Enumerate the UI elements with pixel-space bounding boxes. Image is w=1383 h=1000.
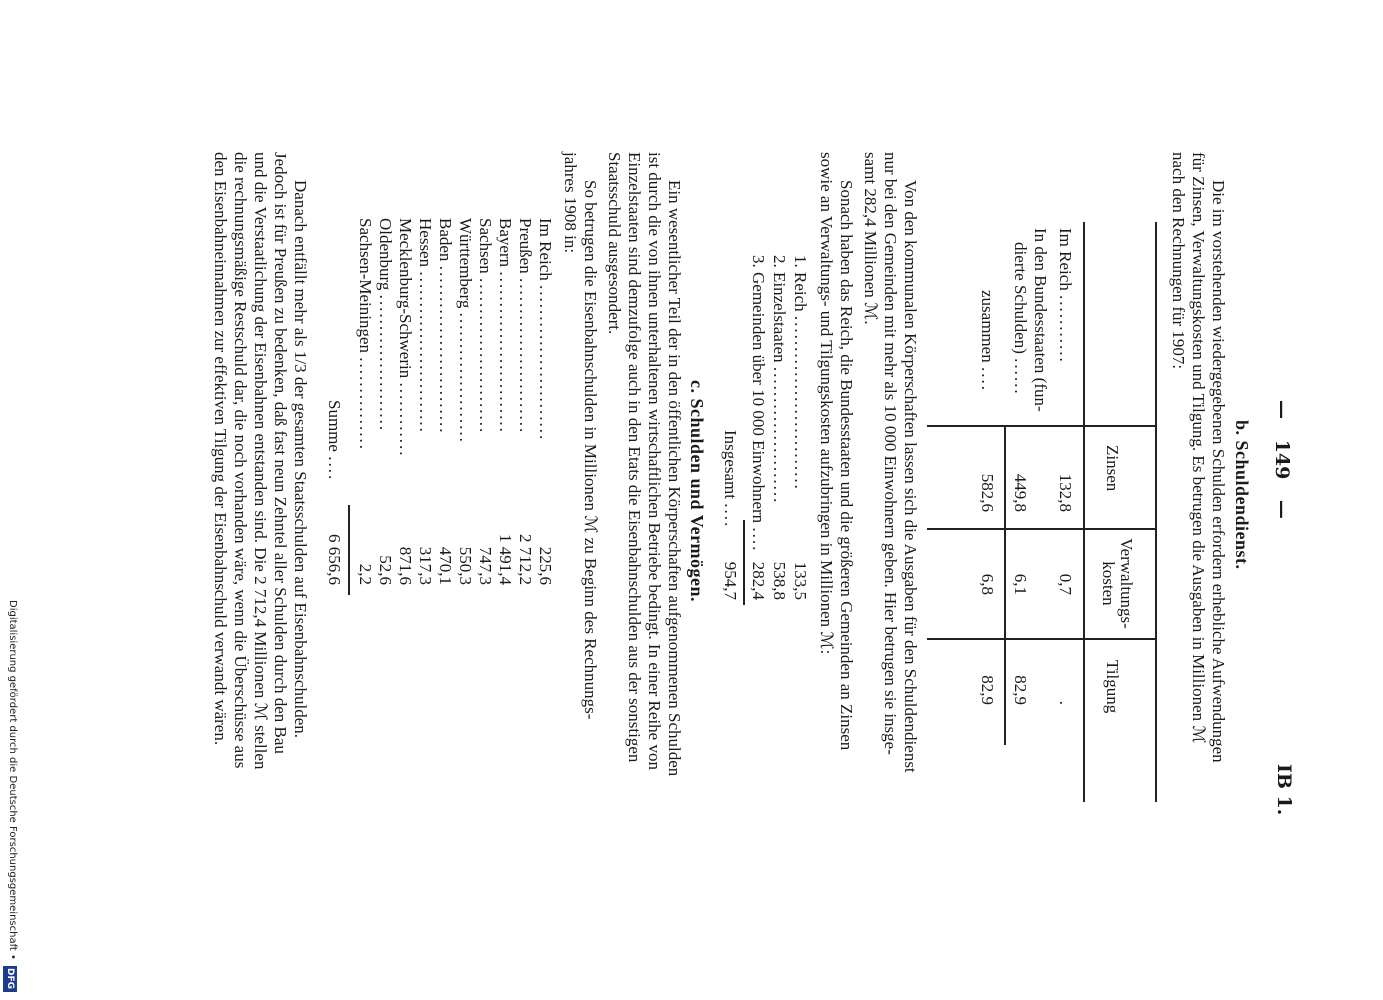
table-row-label: Im Reich bbox=[1056, 228, 1075, 291]
list2-item bbox=[535, 218, 555, 441]
list2-label: Preußen bbox=[516, 218, 535, 274]
paragraph-kommunal bbox=[860, 152, 920, 812]
table-cell: 82,9 bbox=[1011, 675, 1030, 705]
paragraph-danach bbox=[210, 152, 310, 812]
list2-dots: ..................... bbox=[456, 312, 475, 444]
list1-item bbox=[748, 255, 768, 552]
list1-sum-rule bbox=[743, 520, 745, 605]
list2-dots: ............... bbox=[356, 357, 375, 452]
table-top-rule bbox=[1155, 222, 1157, 802]
list2-dots: ......................... bbox=[476, 277, 495, 435]
list2-value: 871,6 bbox=[396, 546, 415, 585]
intro-line-3: nach den Rechnungen für 1907: bbox=[1169, 152, 1188, 370]
para6-line-1: Danach entfällt mehr als 1/3 der gesamten Staatsschulden auf Eisenbahnschulden. bbox=[291, 180, 310, 738]
list2-value: 225,6 bbox=[536, 546, 555, 585]
list1-label: 2. Einzelstaaten bbox=[770, 255, 789, 363]
table-row-dots: .... bbox=[978, 366, 997, 392]
list2-label: Sachsen-Meiningen bbox=[356, 218, 375, 354]
list2-label: Bayern bbox=[496, 218, 515, 268]
list2-value: 52,6 bbox=[376, 555, 395, 585]
list2-label: Württemberg bbox=[456, 218, 475, 309]
intro-line-2: für Zinsen, Verwaltungskosten und Tilgung. Es betrugen die Ausgaben in Millionen ℳ bbox=[1189, 152, 1208, 744]
para2-line-1: Von den kommunalen Körperschaften lassen sich die Ausgaben für den Schuldendienst bbox=[901, 180, 920, 773]
list1-total-value: 954,7 bbox=[721, 561, 740, 600]
list2-value: 2 712,2 bbox=[516, 534, 535, 585]
table-row-label-cont: dierte Schulden) bbox=[1011, 242, 1030, 354]
table-cell: 582,6 bbox=[978, 473, 997, 512]
para4-line-3: Einzelstaaten sind demzufolge auch in den Etats die Eisenbahnschulden aus der sonstigen bbox=[625, 152, 644, 763]
header-dash-right: — bbox=[1271, 499, 1293, 519]
table-cell: 82,9 bbox=[978, 675, 997, 705]
list1-value: 133,5 bbox=[791, 561, 810, 600]
list2-label: Baden bbox=[436, 218, 455, 262]
list2-total bbox=[324, 400, 344, 481]
list2-dots: ......................... bbox=[536, 285, 555, 442]
list2-label: Mecklenburg-Schwerin bbox=[396, 218, 415, 379]
para5-line-1: So betrugen die Eisenbahnschulden in Millionen ℳ zu Beginn des Rechnungs- bbox=[581, 180, 600, 720]
table-header-rule bbox=[1083, 222, 1085, 802]
list2-item bbox=[375, 218, 395, 432]
list2-value: 317,3 bbox=[416, 546, 435, 585]
list2-dots: ............ bbox=[396, 382, 415, 458]
list2-sum-rule bbox=[348, 505, 350, 595]
list2-item bbox=[415, 218, 435, 434]
paragraph-sonach bbox=[816, 152, 856, 812]
list1-value: 282,4 bbox=[749, 561, 768, 600]
dfg-credit bbox=[4, 600, 18, 990]
table-row-zusammen bbox=[977, 290, 997, 392]
table-row-reich bbox=[1055, 228, 1075, 364]
list2-dots: ...................... bbox=[376, 294, 395, 433]
dfg-logo bbox=[3, 966, 17, 992]
table-vrule-2 bbox=[927, 528, 1157, 530]
list2-item bbox=[515, 218, 535, 434]
list2-value: 1 491,4 bbox=[496, 534, 515, 585]
list1-total bbox=[720, 430, 740, 528]
para6-line-3: und die Verstaatlichung der Eisenbahnen entstanden sind. Die 2 712,4 Millionen ℳ stellen bbox=[251, 152, 270, 770]
list2-label: Sachsen bbox=[476, 218, 495, 274]
list1-dots: ...................... bbox=[770, 366, 789, 505]
table-sum-rule bbox=[1004, 425, 1006, 745]
list2-dots: .......................... bbox=[496, 271, 515, 434]
list2-label: Hessen bbox=[416, 218, 435, 268]
list2-value: 550,3 bbox=[456, 546, 475, 585]
table-row-bundesstaaten bbox=[1010, 242, 1030, 396]
para3-line-2: sowie an Verwaltungs- und Tilgungskosten aufzubringen in Millionen ℳ: bbox=[817, 152, 836, 655]
list2-label: Im Reich bbox=[536, 218, 555, 281]
list2-item bbox=[475, 218, 495, 434]
list1-dots: ............................ bbox=[791, 315, 810, 491]
header-dash-left: — bbox=[1271, 400, 1293, 419]
dfg-logo-text: DFG bbox=[5, 968, 15, 990]
list2-item bbox=[455, 218, 475, 444]
table-cell: 132,8 bbox=[1056, 473, 1075, 512]
list1-dots: .... bbox=[749, 527, 768, 553]
list1-total-label: Insgesamt bbox=[721, 430, 740, 499]
para2-line-3: samt 282,4 Millionen ℳ. bbox=[861, 152, 880, 325]
para2-line-2: nur bei den Gemeinden mit mehr als 10 000 Einwohnern geben. Hier betrugen sie insge- bbox=[881, 152, 900, 755]
table-row-label: In den Bundesstaaten (fun- bbox=[1031, 228, 1050, 412]
intro-paragraph bbox=[1168, 152, 1228, 812]
list1-label: 1. Reich bbox=[791, 255, 810, 312]
list2-value: 470,1 bbox=[436, 546, 455, 585]
table-cell: 6,8 bbox=[978, 573, 997, 595]
list2-dots: .......................... bbox=[416, 271, 435, 434]
list1-value: 538,8 bbox=[770, 561, 789, 600]
table-row-label: zusammen bbox=[978, 290, 997, 363]
list1-label: 3. Gemeinden über 10 000 Einwohnern bbox=[749, 255, 768, 524]
dfg-credit-text: Digitalisierung gefördert durch die Deutsche Forschungsgemeinschaft • bbox=[7, 600, 18, 960]
para6-line-4: die rechnungsmäßige Restschuld dar, die noch vorhanden wäre, wenn die Überschüsse aus bbox=[231, 152, 250, 769]
list2-item bbox=[495, 218, 515, 434]
page-number: 149 bbox=[1271, 439, 1293, 480]
table-vrule-3 bbox=[927, 638, 1157, 640]
table-header-tilgung: Tilgung bbox=[1103, 660, 1122, 714]
list2-total-dots: .... bbox=[325, 456, 344, 482]
list2-total-value: 6 656,6 bbox=[325, 534, 344, 585]
table-row-dots: ...... bbox=[1011, 358, 1030, 396]
table-vrule-1 bbox=[927, 425, 1157, 427]
para5-line-2: jahres 1908 in: bbox=[561, 152, 580, 254]
list2-item bbox=[355, 218, 375, 451]
table-cell: 6,1 bbox=[1011, 573, 1030, 595]
dfg-sidebar bbox=[0, 0, 22, 1000]
para4-line-4: Staatsschuld ausgesondert. bbox=[605, 152, 624, 335]
table-cell: 449,8 bbox=[1011, 473, 1030, 512]
list2-value: 2,2 bbox=[356, 563, 375, 585]
list2-item bbox=[395, 218, 415, 457]
table-header-verwaltung: Verwaltungs- kosten bbox=[1099, 538, 1136, 629]
table-cell: 0,7 bbox=[1056, 573, 1075, 595]
table-header-zinsen: Zinsen bbox=[1103, 445, 1122, 492]
section-c-title: c. Schulden und Vermögen. bbox=[687, 380, 707, 603]
para4-line-1: Ein wesentlicher Teil der in den öffentlichen Körperschaften aufgenommenen Schulden bbox=[665, 180, 684, 777]
list2-label: Oldenburg bbox=[376, 218, 395, 291]
para6-line-2: Jedoch ist für Preußen zu bedenken, daß fast neun Zehntel aller Schulden durch den Bau bbox=[271, 152, 290, 754]
list1-total-dots: .... bbox=[721, 503, 740, 529]
para3-line-1: Sonach haben das Reich, die Bundesstaaten und die größeren Gemeinden an Zinsen bbox=[837, 180, 856, 751]
intro-line-1: Die im vorstehenden wiedergegebenen Schulden erfordern erhebliche Aufwendungen bbox=[1209, 180, 1228, 763]
list1-item bbox=[790, 255, 810, 491]
table-cell: . bbox=[1056, 700, 1075, 705]
list2-total-label: Summe bbox=[325, 400, 344, 452]
list2-value: 747,3 bbox=[476, 546, 495, 585]
list2-dots: ........................... bbox=[436, 265, 455, 435]
para4-line-2: ist durch die von ihnen unterhaltenen wirtschaftlichen Betriebe bedingt. In einer Reihe von bbox=[645, 152, 664, 770]
page-code: IB 1. bbox=[1273, 764, 1295, 816]
table-row-dots: ........... bbox=[1056, 295, 1075, 364]
list1-item bbox=[769, 255, 789, 504]
section-b-title: b. Schuldendienst. bbox=[1232, 420, 1252, 570]
para6-line-5: den Eisenbahneinnahmen zur effektiven Tilgung der Eisenbahnschuld verwandt wären. bbox=[211, 152, 230, 746]
paragraph-wesentlich bbox=[604, 152, 684, 812]
paragraph-eisenbahnschulden bbox=[560, 152, 600, 812]
list2-dots: ......................... bbox=[516, 277, 535, 435]
page-header bbox=[1271, 400, 1293, 519]
rotated-page bbox=[200, 0, 1340, 1000]
list2-item bbox=[435, 218, 455, 434]
